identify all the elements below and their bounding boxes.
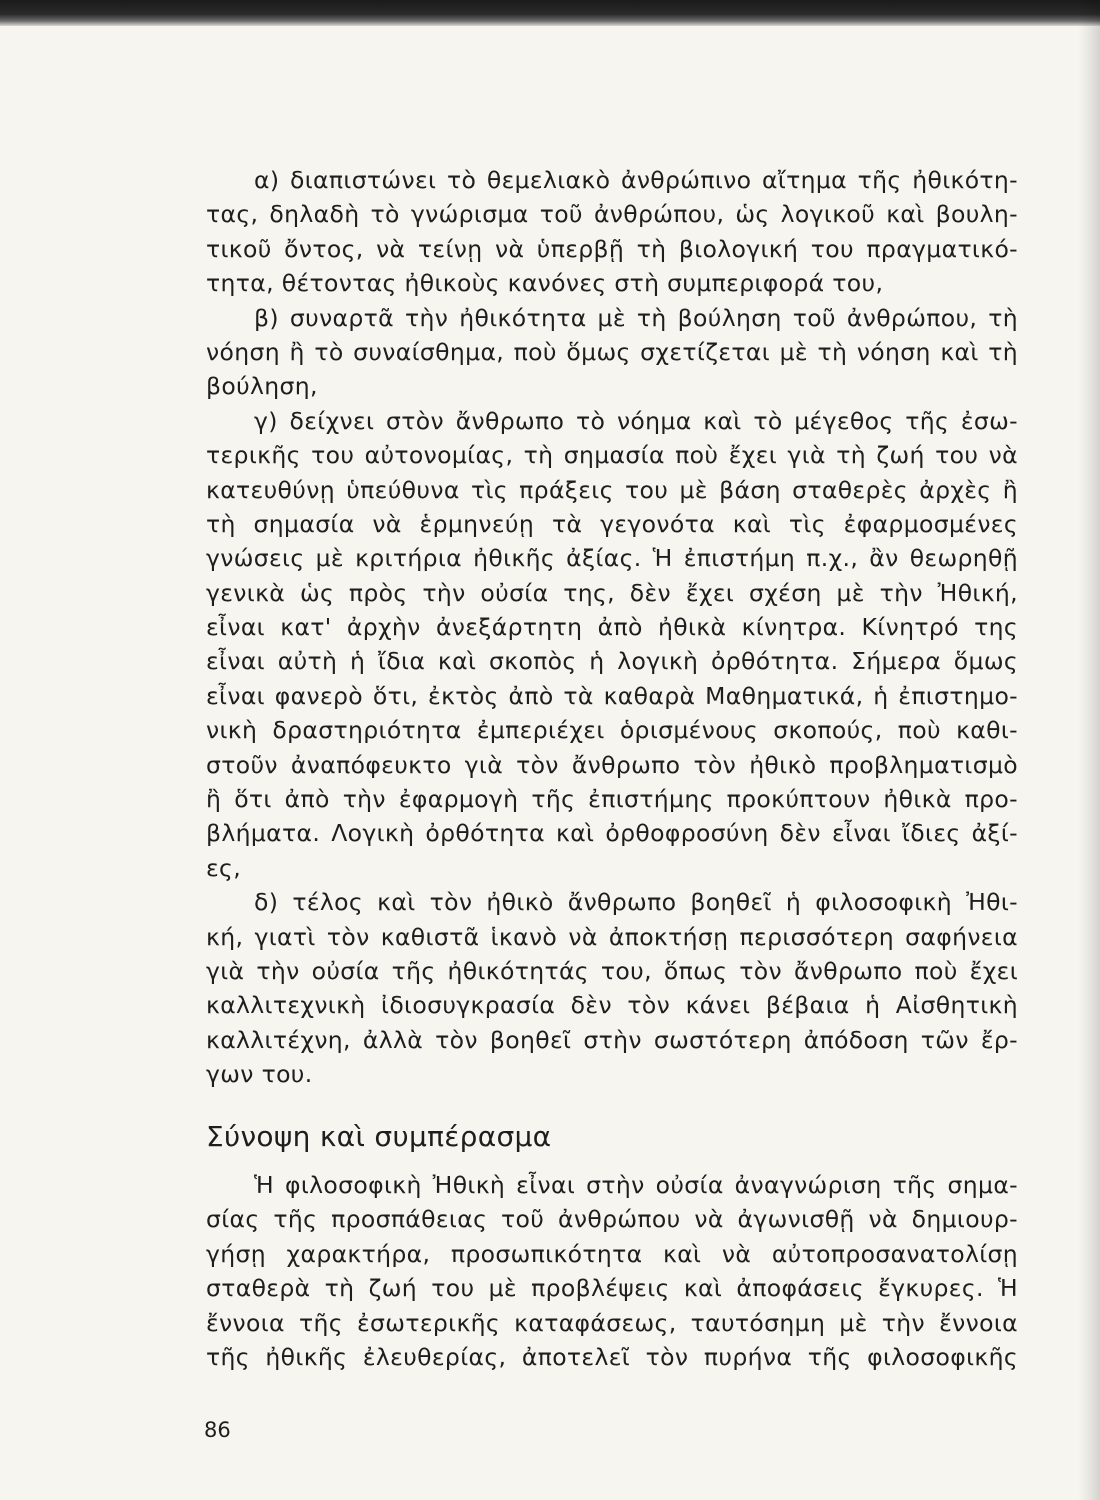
summary-line: σίας τῆς προσπάθειας τοῦ ἀνθρώπου νὰ ἀγωνισθῇ νὰ δημιουρ- xyxy=(206,1205,1018,1234)
page-number: 86 xyxy=(204,1418,231,1442)
summary-line: γήσῃ χαρακτήρα, προσωπικότητα καὶ νὰ αὐτοπροσανατολίσῃ xyxy=(206,1239,1018,1268)
body-line: κή, γιατὶ τὸν καθιστᾶ ἱκανὸ νὰ ἀποκτήσῃ περισσότερη σαφήνεια xyxy=(206,922,1018,951)
body-line: εἶναι φανερὸ ὅτι, ἐκτὸς ἀπὸ τὰ καθαρὰ Μαθηματικά, ἡ ἐπιστημο- xyxy=(206,681,1018,710)
body-line: τερικῆς του αὐτονομίας, τὴ σημασία ποὺ ἔχει γιὰ τὴ ζωή του νὰ xyxy=(206,441,1018,470)
scan-right-edge xyxy=(1078,0,1100,1500)
body-line: εἶναι κατ' ἀρχὴν ἀνεξάρτητη ἀπὸ ἠθικὰ κίνητρα. Κίνητρό της xyxy=(206,613,1018,642)
body-line: γιὰ τὴν οὐσία τῆς ἠθικότητάς του, ὅπως τὸν ἄνθρωπο ποὺ ἔχει xyxy=(206,956,1018,985)
body-line: ες, xyxy=(206,853,242,882)
body-line: γ) δείχνει στὸν ἄνθρωπο τὸ νόημα καὶ τὸ μέγεθος τῆς ἐσω- xyxy=(254,406,1018,435)
body-line: γνώσεις μὲ κριτήρια ἠθικῆς ἀξίας. Ἡ ἐπιστήμη π.χ., ἂν θεωρηθῇ xyxy=(206,544,1018,573)
body-line: γων του. xyxy=(206,1060,313,1089)
body-line: τικοῦ ὄντος, νὰ τείνῃ νὰ ὑπερβῇ τὴ βιολογική του πραγματικό- xyxy=(206,234,1018,263)
body-line: τας, δηλαδὴ τὸ γνώρισμα τοῦ ἀνθρώπου, ὡς λογικοῦ καὶ βουλη- xyxy=(206,200,1018,229)
body-line: βλήματα. Λογικὴ ὀρθότητα καὶ ὀρθοφροσύνη δὲν εἶναι ἴδιες ἀξί- xyxy=(206,819,1018,848)
body-line: γενικὰ ὡς πρὸς τὴν οὐσία της, δὲν ἔχει σχέση μὲ τὴν Ἠθική, xyxy=(206,578,1018,607)
body-line: τητα, θέτοντας ἠθικοὺς κανόνες στὴ συμπεριφορά του, xyxy=(206,269,884,298)
body-line: κατευθύνῃ ὑπεύθυνα τὶς πράξεις του μὲ βάση σταθερὲς ἀρχὲς ἢ xyxy=(206,475,1018,504)
section-heading: Σύνοψη καὶ συμπέρασμα xyxy=(206,1120,552,1153)
scan-top-edge xyxy=(0,0,1100,26)
summary-line: Ἡ φιλοσοφικὴ Ἠθικὴ εἶναι στὴν οὐσία ἀναγνώριση τῆς σημα- xyxy=(254,1171,1018,1199)
body-line: νικὴ δραστηριότητα ἐμπεριέχει ὁρισμένους σκοπούς, ποὺ καθι- xyxy=(206,716,1018,745)
body-line: β) συναρτᾶ τὴν ἠθικότητα μὲ τὴ βούληση τοῦ ἀνθρώπου, τὴ xyxy=(254,303,1018,332)
body-line: βούληση, xyxy=(206,372,318,401)
body-line: καλλιτεχνικὴ ἰδιοσυγκρασία δὲν τὸν κάνει βέβαια ἡ Αἰσθητικὴ xyxy=(206,991,1018,1020)
body-line: εἶναι αὐτὴ ἡ ἴδια καὶ σκοπὸς ἡ λογικὴ ὀρθότητα. Σήμερα ὅμως xyxy=(206,647,1018,676)
body-line: α) διαπιστώνει τὸ θεμελιακὸ ἀνθρώπινο αἴτημα τῆς ἠθικότη- xyxy=(254,166,1018,194)
body-line: νόηση ἢ τὸ συναίσθημα, ποὺ ὅμως σχετίζεται μὲ τὴ νόηση καὶ τὴ xyxy=(206,337,1018,366)
summary-line: τῆς ἠθικῆς ἐλευθερίας, ἀποτελεῖ τὸν πυρήνα τῆς φιλοσοφικῆς xyxy=(206,1342,1018,1371)
summary-line: σταθερὰ τὴ ζωή του μὲ προβλέψεις καὶ ἀποφάσεις ἔγκυρες. Ἡ xyxy=(206,1274,1018,1303)
body-text xyxy=(206,163,1018,1092)
summary-text xyxy=(206,1168,1018,1374)
body-line: δ) τέλος καὶ τὸν ἠθικὸ ἄνθρωπο βοηθεῖ ἡ φιλοσοφικὴ Ἠθι- xyxy=(254,888,1018,917)
summary-line: ἔννοια τῆς ἐσωτερικῆς καταφάσεως, ταυτόσημη μὲ τὴν ἔννοια xyxy=(206,1308,1018,1337)
body-line: τὴ σημασία νὰ ἑρμηνεύῃ τὰ γεγονότα καὶ τὶς ἐφαρμοσμένες xyxy=(206,509,1018,538)
body-line: καλλιτέχνη, ἀλλὰ τὸν βοηθεῖ στὴν σωστότερη ἀπόδοση τῶν ἔρ- xyxy=(206,1025,1018,1054)
body-line: ἢ ὅτι ἀπὸ τὴν ἐφαρμογὴ τῆς ἐπιστήμης προκύπτουν ἠθικὰ προ- xyxy=(206,785,1018,814)
body-line: στοῦν ἀναπόφευκτο γιὰ τὸν ἄνθρωπο τὸν ἠθικὸ προβληματισμὸ xyxy=(206,750,1018,779)
